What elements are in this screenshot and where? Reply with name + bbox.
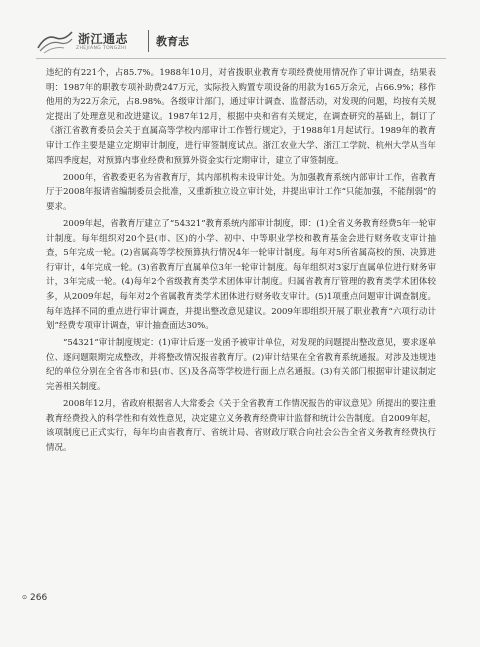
logo-subtitle: ZHEJIANG TONGZHI [76,46,127,51]
logo-mark-icon [36,28,74,54]
page-marker-icon: ⊙ [22,594,28,601]
logo-text: 浙江通志 [78,32,129,46]
section-title: 教育志 [156,35,189,48]
page-footer [22,593,47,603]
header-rule [36,58,446,59]
paragraph: “54321”审计制度规定：(1)审计后逐一发函予被审计单位，对发现的问题提出整改意见，要求逐单位、逐问题限期完成整改，并将整改情况报省教育厅。(2)审计结果在全省教育系统通报。对涉及违规违纪的单位分别在全省各市和县(市、区)及各高等学校进行面上点名通报。(3)有关部门根据审计建议制定完善相关制度。 [46,338,436,392]
header-divider [148,30,149,52]
paragraph: 2008年12月，省政府根据省人大常委会《关于全省教育工作情况报告的审议意见》所提出的要注重教育经费投入的科学性和有效性意见，决定建立义务教育经费审计监督和统计公告制度。自2009年起，该项制度已正式实行，每年均由省教育厅、省统计局、省财政厅联合向社会公告全省义务教育经费执行情况。 [46,399,436,453]
body-text [46,66,436,458]
page-number: 266 [30,593,48,603]
paragraph: 2009年起，省教育厅建立了“54321”教育系统内部审计制度，即：(1)全省义务教育经费5年一轮审计制度。每年组织对20个县(市、区)的小学、初中、中等职业学校和教育基金会进行财务收支审计抽查，5年完成一轮。(2)省属高等学校预算执行情况4年一轮审计制度。每年对5所省属高校的预、决算进行审计，4年完成一轮。(3)省教育厅直属单位3年一轮审计制度。每年组织对3家厅直属单位进行财务审计，3年完成一轮。(4)每年2个省级教育类学术团体审计制度。归属省教育厅管理的教育类学术团体较多，从2009年起，每年对2个省属教育类学术团体进行财务收支审计。(5)1项重点问题审计调查制度。每年选择不同的重点进行审计调查，并提出整改意见建议。2009年即组织开展了职业教育“六项行动计划”经费专项审计调查，审计抽查面达30%。 [46,218,436,332]
paragraph: 违纪的有221个，占85.7%。1988年10月，对省拨职业教育专项经费使用情况作了审计调查，结果表明：1987年的职教专项补助费247万元，实际投入购置专项设备的用款为165万余元，占66.9%；移作他用的为22万余元，占8.98%。各级审计部门，通过审计调查、监督活动，对发现的问题，均按有关规定提出了处理意见和改进建议。1987年12月，根据中央和省有关规定，在调查研究的基础上，制订了《浙江省教育委员会关于直属高等学校内部审计工作暂行规定》，于1988年1月起试行。1989年的教育审计工作主要是建立定期审计制度，进行审签制度试点。浙江农业大学、浙江工学院、杭州大学从当年第四季度起，对预算内事业经费和预算外资金实行定期审计，建立了审签制度。 [46,68,436,166]
paragraph: 2000年，省教委更名为省教育厅，其内部机构未设审计处。为加强教育系统内部审计工作，省教育厅于2008年报请省编制委员会批准，又重新独立设立审计处，并提出审计工作“只能加强，不能削弱”的要求。 [46,172,436,212]
page-header [36,26,446,60]
